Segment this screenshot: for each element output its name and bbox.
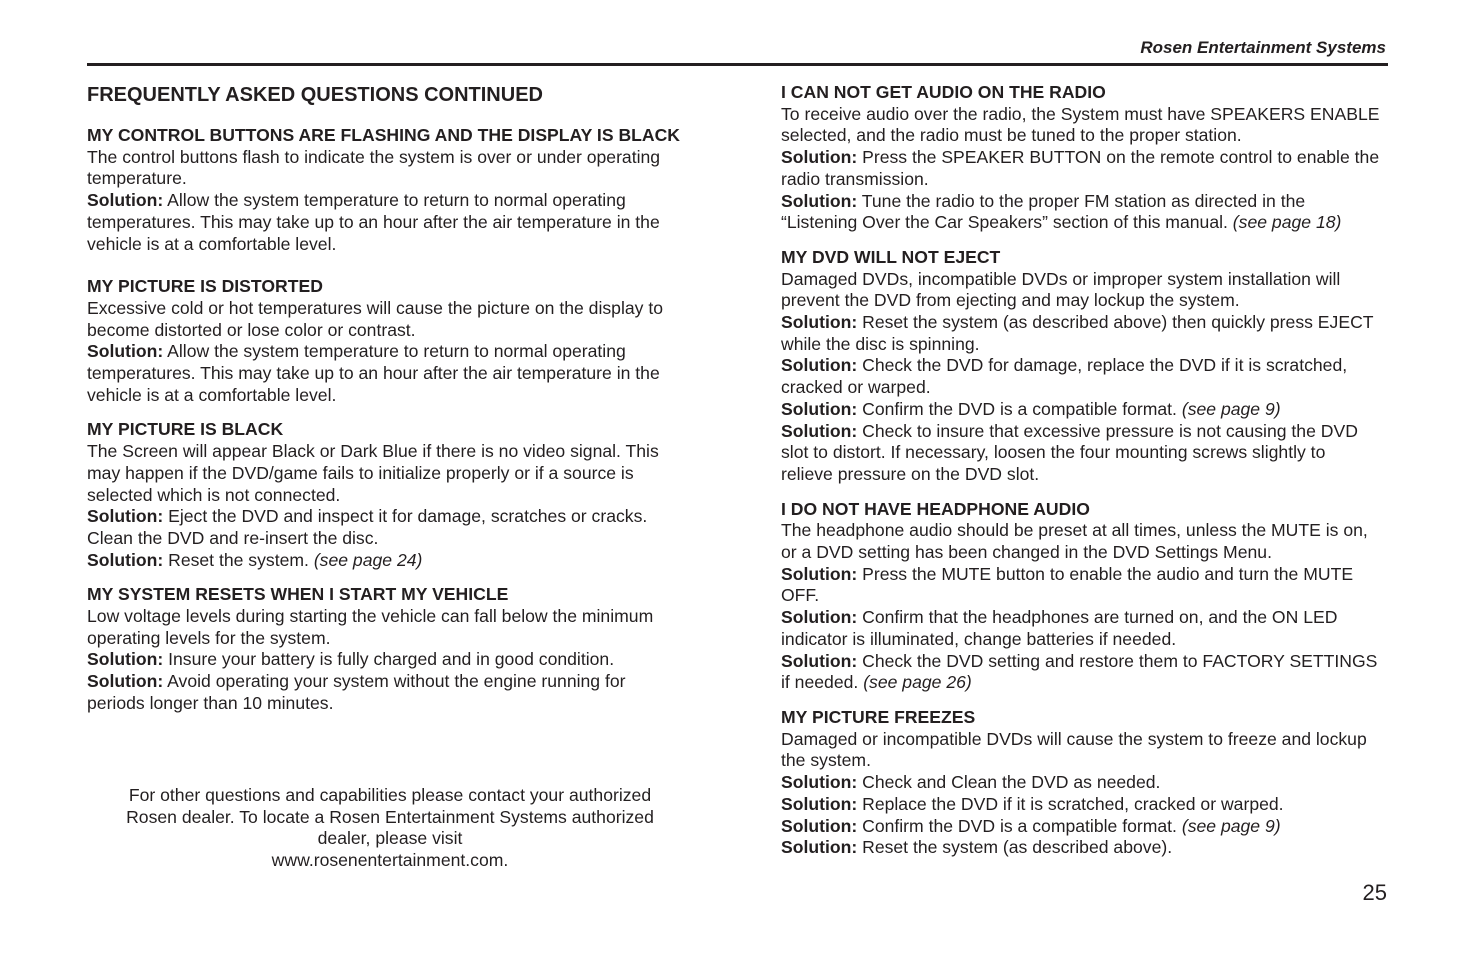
faq-description: The control buttons flash to indicate the system is over or under operating temperature. [87, 146, 661, 189]
faq-section [781, 499, 1381, 694]
faq-section [781, 82, 1381, 234]
solution-text: Check to insure that excessive pressure is not causing the DVD slot to distort. If necessary, loosen the four mounting screws slightly to relieve pressure on the DVD slot. [781, 420, 1358, 484]
solution-label: Solution: [781, 398, 858, 419]
faq-solution [781, 147, 1381, 190]
faq-solution [781, 794, 1381, 816]
faq-solution [781, 607, 1381, 650]
solution-text: Avoid operating your system without the engine running for periods longer than 10 minutes. [87, 671, 626, 713]
right-column [781, 82, 1381, 872]
solution-text: Confirm that the headphones are turned on, and the ON LED indicator is illuminated, change batteries if needed. [781, 607, 1338, 649]
faq-section [87, 419, 687, 571]
solution-label: Solution: [781, 355, 858, 376]
page-reference: (see page 9) [1181, 815, 1281, 836]
faq-description: To receive audio over the radio, the System must have SPEAKERS ENABLE selected, and the radio must be tuned to the proper station. [781, 103, 1380, 146]
faq-question-title: MY PICTURE FREEZES [781, 706, 976, 727]
page-title: FREQUENTLY ASKED QUESTIONS CONTINUED [87, 84, 543, 106]
faq-solution [87, 190, 687, 255]
faq-solution [87, 341, 687, 406]
solution-text: Reset the system. [168, 549, 309, 570]
faq-solution [781, 355, 1381, 398]
solution-label: Solution: [781, 650, 858, 671]
solution-label: Solution: [781, 837, 858, 858]
page-reference: (see page 26) [863, 672, 972, 693]
faq-description: The Screen will appear Black or Dark Blue if there is no video signal. This may happen if the DVD/game fails to initialize properly or if a source is selected which is not connected. [87, 441, 659, 505]
faq-section [781, 247, 1381, 486]
solution-label: Solution: [87, 190, 164, 211]
solution-label: Solution: [87, 506, 164, 527]
solution-text: Check and Clean the DVD as needed. [862, 772, 1161, 793]
solution-label: Solution: [781, 563, 858, 584]
solution-label: Solution: [781, 772, 858, 793]
solution-text: Eject the DVD and inspect it for damage, scratches or cracks. Clean the DVD and re-insert the disc. [87, 506, 648, 548]
solution-label: Solution: [87, 671, 164, 692]
contact-line: dealer, please visit [317, 828, 463, 849]
faq-question-title: I DO NOT HAVE HEADPHONE AUDIO [781, 498, 1090, 519]
faq-question-title: MY DVD WILL NOT EJECT [781, 246, 1001, 267]
solution-label: Solution: [87, 341, 164, 362]
solution-label: Solution: [781, 190, 858, 211]
faq-question-title: I CAN NOT GET AUDIO ON THE RADIO [781, 82, 1106, 102]
faq-solution [781, 312, 1381, 355]
left-column [87, 82, 687, 728]
page-reference: (see page 18) [1232, 212, 1342, 233]
header-brand: Rosen Entertainment Systems [1140, 38, 1386, 57]
solution-text: Tune the radio to the proper FM station as directed in the “Listening Over the Car Speakers” section of this manual. [781, 190, 1306, 233]
solution-text: Allow the system temperature to return to normal operating temperatures. This may take up to an hour after the air temperature in the vehicle is at a comfortable level. [87, 190, 660, 254]
faq-solution [87, 649, 687, 671]
faq-question-title: MY SYSTEM RESETS WHEN I START MY VEHICLE [87, 584, 509, 605]
faq-solution [87, 506, 687, 549]
faq-solution [781, 399, 1381, 421]
solution-label: Solution: [781, 815, 858, 836]
contact-note [87, 785, 693, 872]
faq-description: The headphone audio should be preset at all times, unless the MUTE is on, or a DVD setting has been changed in the DVD Settings Menu. [781, 520, 1368, 563]
faq-description: Low voltage levels during starting the vehicle can fall below the minimum operating levels for the system. [87, 606, 654, 648]
contact-line: For other questions and capabilities please contact your authorized [128, 785, 652, 805]
solution-text: Press the SPEAKER BUTTON on the remote control to enable the radio transmission. [781, 147, 1380, 189]
contact-line: Rosen dealer. To locate a Rosen Entertainment Systems authorized [126, 806, 654, 827]
solution-label: Solution: [781, 312, 858, 333]
faq-section [87, 276, 687, 406]
faq-section [87, 584, 687, 714]
header-rule [87, 63, 1388, 66]
faq-question-title: MY CONTROL BUTTONS ARE FLASHING AND THE DISPLAY IS BLACK [87, 125, 681, 145]
solution-text: Allow the system temperature to return to normal operating temperatures. This may take up to an hour after the air temperature in the vehicle is at a comfortable level. [87, 341, 660, 405]
solution-label: Solution: [87, 549, 164, 570]
page-reference: (see page 24) [313, 549, 423, 570]
solution-label: Solution: [781, 607, 858, 628]
solution-text: Check the DVD setting and restore them to FACTORY SETTINGS if needed. [781, 650, 1378, 693]
solution-text: Confirm the DVD is a compatible format. [862, 398, 1177, 419]
faq-description: Damaged DVDs, incompatible DVDs or improper system installation will prevent the DVD from ejecting and may lockup the system. [781, 268, 1341, 311]
faq-solution [781, 816, 1381, 838]
solution-text: Confirm the DVD is a compatible format. [862, 815, 1177, 836]
solution-text: Replace the DVD if it is scratched, cracked or warped. [862, 793, 1284, 814]
solution-text: Reset the system (as described above) then quickly press EJECT while the disc is spinning. [781, 312, 1374, 354]
faq-solution [781, 772, 1381, 794]
contact-website: www.rosenentertainment.com. [271, 850, 509, 871]
faq-description: Damaged or incompatible DVDs will cause the system to freeze and lockup the system. [781, 728, 1367, 771]
faq-solution [781, 421, 1381, 486]
solution-text: Press the MUTE button to enable the audio and turn the MUTE OFF. [781, 563, 1354, 606]
solution-text: Check the DVD for damage, replace the DVD if it is scratched, cracked or warped. [781, 355, 1348, 398]
solution-label: Solution: [781, 147, 858, 168]
faq-solution [781, 564, 1381, 607]
faq-solution [87, 671, 687, 714]
solution-label: Solution: [87, 649, 164, 670]
solution-label: Solution: [781, 420, 858, 441]
solution-text: Insure your battery is fully charged and in good condition. [168, 649, 615, 670]
faq-solution [781, 191, 1381, 234]
faq-section [87, 125, 687, 255]
solution-text: Reset the system (as described above). [862, 837, 1173, 858]
faq-question-title: MY PICTURE IS BLACK [87, 419, 284, 440]
solution-label: Solution: [781, 793, 858, 814]
faq-solution [781, 837, 1381, 859]
page-reference: (see page 9) [1181, 398, 1281, 419]
faq-solution [87, 550, 687, 572]
faq-solution [781, 651, 1381, 694]
faq-description: Excessive cold or hot temperatures will cause the picture on the display to become distorted or lose color or contrast. [87, 297, 663, 340]
page-number: 25 [1362, 880, 1387, 905]
faq-question-title: MY PICTURE IS DISTORTED [87, 276, 323, 297]
faq-section [781, 707, 1381, 859]
